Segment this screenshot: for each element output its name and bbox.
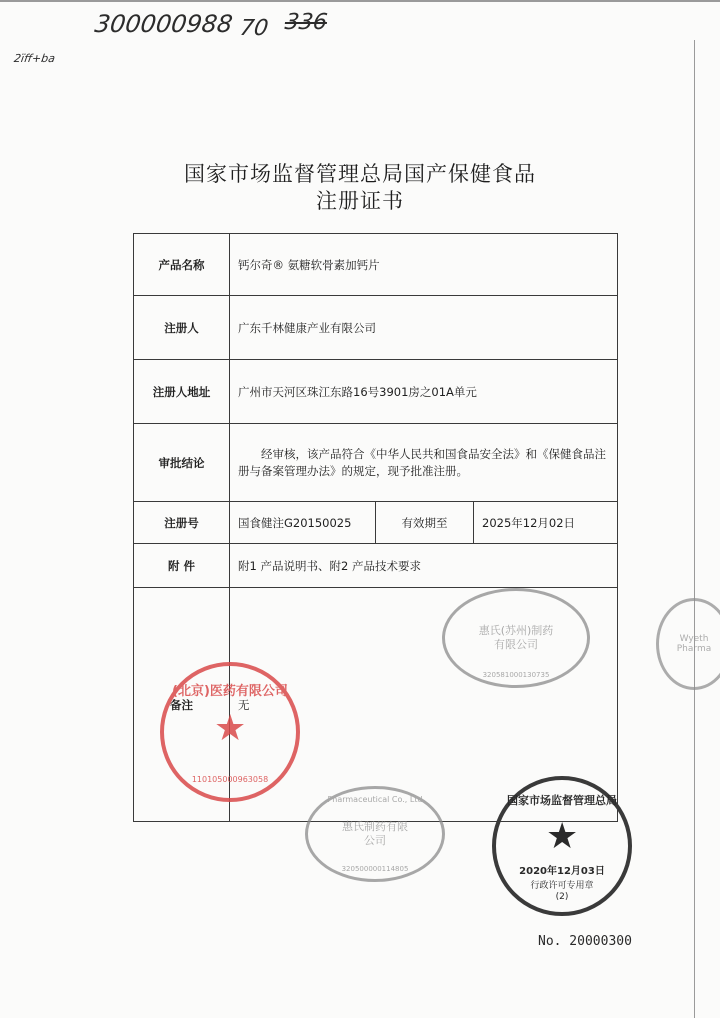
registrant-label: 注册人: [134, 296, 230, 360]
conclusion-label: 审批结论: [134, 424, 230, 502]
handwritten-number: 300000988: [93, 10, 235, 38]
grey-top-seal-number: 320581000130735: [482, 671, 550, 679]
grey-right-seal-en: Wyeth Pharma: [676, 634, 712, 654]
red-seal-number: 110105000963058: [191, 775, 269, 784]
validity-label: 有效期至: [376, 502, 474, 544]
conclusion-value: 经审核，该产品符合《中华人民共和国食品安全法》和《保健食品注册与备案管理办法》的规定，现予批准注册。: [230, 424, 618, 502]
row-registrant: [134, 296, 618, 360]
certificate-number: No. 20000300: [538, 934, 632, 949]
product-name-value: 钙尔奇® 氨糖软骨素加钙片: [230, 234, 618, 296]
reg-number-label: 注册号: [134, 502, 230, 544]
product-name-label: 产品名称: [134, 234, 230, 296]
official-seal-index: (2): [555, 892, 569, 902]
red-seal-text: (北京)医药有限公司: [172, 684, 288, 699]
handwritten-struck-number: 336: [283, 10, 329, 35]
certificate-subtitle: 注册证书: [316, 189, 404, 213]
row-reg-number: [134, 502, 618, 544]
red-seal-star-icon: ★: [214, 708, 247, 749]
remarks-value: 无: [230, 588, 618, 822]
company-seal-grey-top: [442, 588, 590, 688]
address-label: 注册人地址: [134, 360, 230, 424]
certificate-title: 国家市场监督管理总局国产保健食品: [184, 162, 536, 186]
reg-number-value: 国食健注G20150025: [230, 502, 376, 544]
row-conclusion: [134, 424, 618, 502]
row-product-name: [134, 234, 618, 296]
grey-bottom-seal-cn: 惠氏制药有限公司: [342, 820, 408, 847]
company-seal-red: [160, 662, 300, 802]
attachment-label: 附 件: [134, 544, 230, 588]
company-seal-grey-bottom: [305, 786, 445, 882]
official-seal-star-icon: ★: [546, 816, 579, 857]
company-seal-grey-right: [656, 598, 720, 690]
address-value: 广州市天河区珠江东路16号3901房之01A单元: [230, 360, 618, 424]
grey-top-seal-name: 惠氏(苏州)制药有限公司: [478, 624, 554, 651]
official-seal-dept: 行政许可专用章: [530, 881, 594, 891]
scan-edge-top: [0, 0, 720, 2]
grey-bottom-seal-en: Pharmaceutical Co., Ltd: [327, 795, 423, 804]
official-seal-ring: 国家市场监督管理总局: [507, 794, 617, 807]
official-seal-date: 2020年12月03日: [519, 866, 605, 877]
official-seal: [492, 776, 632, 916]
grey-bottom-seal-number: 320500000114805: [341, 865, 409, 873]
handwritten-side-note: 2ïff+ba: [13, 52, 56, 65]
row-address: [134, 360, 618, 424]
registrant-value: 广东千林健康产业有限公司: [230, 296, 618, 360]
row-attachment: [134, 544, 618, 588]
validity-value: 2025年12月02日: [474, 502, 618, 544]
remarks-label: 备注: [134, 588, 230, 822]
attachment-value: 附1 产品说明书、附2 产品技术要求: [230, 544, 618, 588]
handwritten-suffix: 70: [238, 16, 270, 41]
